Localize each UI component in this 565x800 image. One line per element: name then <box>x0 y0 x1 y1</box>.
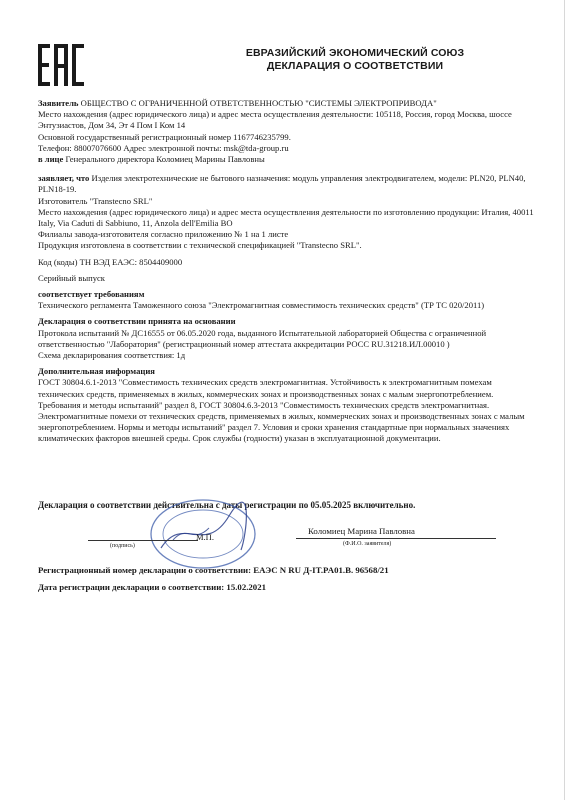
manufacturer: Изготовитель "Transtecno SRL" <box>38 195 153 206</box>
signature-caption: (подпись) <box>110 543 135 549</box>
eac-logo <box>38 44 84 86</box>
name-line <box>296 538 496 539</box>
name-caption: (Ф.И.О. заявителя) <box>343 541 392 547</box>
product-description: Изделия электротехнические не бытового назначения: модуль управления электродвигателем, модели: PLN20, PLN40, PLN18-19. <box>38 173 526 195</box>
signature-block <box>38 512 538 560</box>
registration-number: Регистрационный номер декларации о соответствии: ЕАЭС N RU Д-IT.PA01.B. 96568/21 <box>38 565 389 575</box>
declares-label: заявляет, что <box>38 173 90 184</box>
applicant-ogrn: Основной государственный регистрационный номер 1167746235799. <box>38 131 291 142</box>
extra-label: Дополнительная информация <box>38 366 155 377</box>
validity-line: Декларация о соответствии действительна с даты регистрации по 05.05.2025 включительно. <box>38 500 416 510</box>
applicant-address: Место нахождения (адрес юридического лица) и адрес места осуществления деятельности: 105118, Россия, город Москва, шоссе Энтузиастов, Дом 34, Эт 4 Пом I Ком 14 <box>38 109 512 131</box>
signer-name: Коломиец Марина Павловна <box>308 526 415 536</box>
branches: Филиалы завода-изготовителя согласно приложению № 1 на 1 листе <box>38 229 289 240</box>
hs-code: Код (коды) ТН ВЭД ЕАЭС: 8504409000 <box>38 256 183 267</box>
registration-date: Дата регистрации декларации о соответствии: 15.02.2021 <box>38 582 267 592</box>
declaration-scheme: Схема декларирования соответствия: 1д <box>38 350 186 361</box>
header-title: ДЕКЛАРАЦИЯ О СООТВЕТСТВИИ <box>266 60 444 72</box>
conforms-text: Технического регламента Таможенного союза "Электромагнитная совместимость технических средств" (ТР ТС 020/2011) <box>38 300 485 311</box>
stamp-place-label: М.П. <box>196 532 214 542</box>
signature-line <box>88 540 198 541</box>
extra-text: ГОСТ 30804.6.1-2013 "Совместимость технических средств электромагнитная. Устойчивость к электромагнитным помехам технических средств, применяемых в жилых, коммерческих зонах и производственных зонах с малым энергопотреблением. Требования и методы испытаний" раздел 8, ГОСТ 30804.6.3-2013 "Совместимость технических средств электромагнитная. Электромагнитные помехи от технических средств, применяемых в жилых, коммерческих зонах и производственных зонах с малым энергопотреблением. Нормы и методы испытаний" раздел 7. Условия и сроки хранения стандартные при нормальных значениях климатических факторов внешней среды. Срок службы (годности) указан в эксплуатационной документации. <box>38 377 525 444</box>
serial-production: Серийный выпуск <box>38 272 105 283</box>
basis-text: Протокола испытаний № ДС16555 от 06.05.2020 года, выданного Испытательной лабораторией Общества с ограниченной ответственностью "Лаборатория" (регистрационный номер аттестата аккредитации РОСС RU.31218.ИЛ.00010 ) <box>38 327 487 349</box>
declares-line <box>38 173 538 195</box>
applicant-person <box>38 154 538 165</box>
declaration-body <box>38 98 538 445</box>
applicant-label: Заявитель <box>38 98 79 108</box>
person-name: Генерального директора Коломиец Марины Павловны <box>63 154 265 165</box>
basis-label: Декларация о соответствии принята на основании <box>38 316 236 327</box>
specification: Продукция изготовлена в соответствии с технической спецификацией "Transtecno SRL". <box>38 240 362 251</box>
registration-block <box>38 562 538 596</box>
person-label: в лице <box>38 154 64 165</box>
document-header <box>185 47 525 73</box>
manufacturer-address: Место нахождения (адрес юридического лица) и адрес места осуществления деятельности по изготовлению продукции: Италия, 40011 Italy, Via Caduti di Sabbiuno, 11, Anzola dell'Emilia BO <box>38 206 534 229</box>
applicant-contacts: Телефон: 88007076600 Адрес электронной почты: msk@tda-group.ru <box>38 142 289 153</box>
conforms-label: соответствует требованиям <box>38 289 145 300</box>
applicant-name: ОБЩЕСТВО С ОГРАНИЧЕННОЙ ОТВЕТСТВЕННОСТЬЮ "СИСТЕМЫ ЭЛЕКТРОПРИВОДА" <box>78 98 437 108</box>
applicant-line <box>38 98 538 109</box>
header-union: ЕВРАЗИЙСКИЙ ЭКОНОМИЧЕСКИЙ СОЮЗ <box>245 47 465 59</box>
